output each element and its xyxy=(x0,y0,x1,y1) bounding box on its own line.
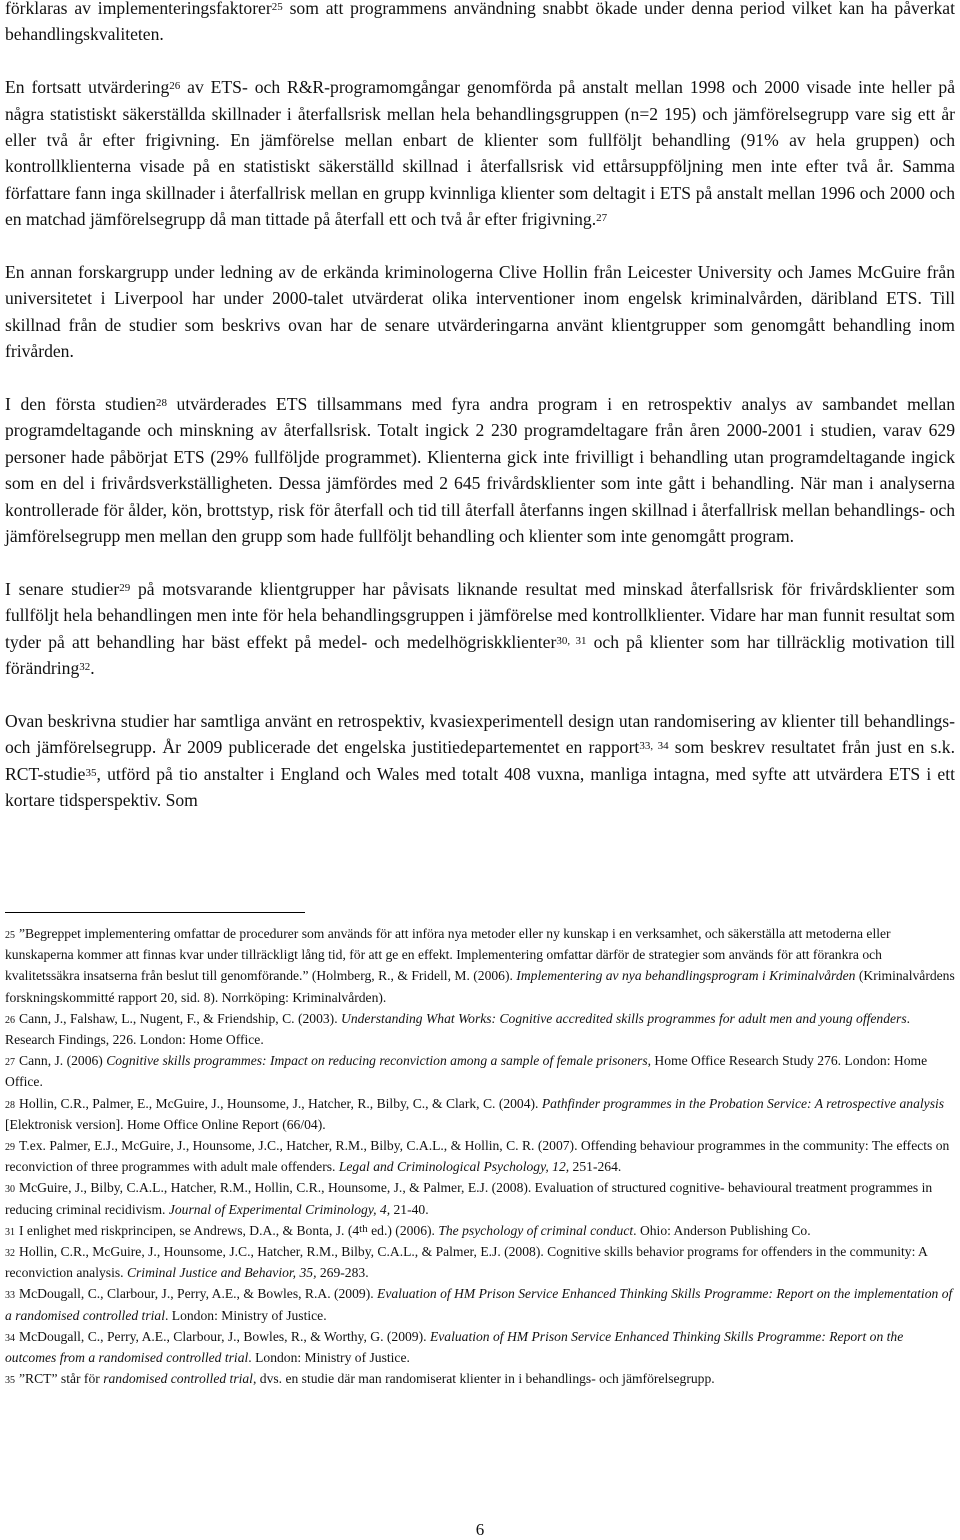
footnote xyxy=(5,1050,955,1092)
footnote-number: 29 xyxy=(5,1142,15,1154)
footnote-reference: th xyxy=(359,1222,368,1235)
footnote-number: 34 xyxy=(5,1332,15,1344)
text-run: som att programmens användning snabbt ökade under denna period vilket kan ha påverkat behandlingskvaliteten. xyxy=(5,0,955,45)
footnote xyxy=(5,1326,955,1368)
footnote-reference: 32 xyxy=(79,661,91,674)
text-run: . xyxy=(90,658,95,679)
text-run: McDougall, C., Perry, A.E., Clarbour, J., Bowles, R., & Worthy, G. (2009). xyxy=(19,1328,430,1344)
text-run: Cann, J. (2006) xyxy=(19,1053,107,1069)
footnotes-section xyxy=(5,912,955,1389)
italic-title: Evaluation of HM Prison Service Enhanced Thinking Skills Programme: Report on the outcomes from a randomised controlled trial xyxy=(5,1328,904,1366)
footnote-separator xyxy=(5,912,305,913)
text-run: förklaras av implementeringsfaktorer xyxy=(5,0,272,18)
body-text xyxy=(5,0,955,840)
italic-title: Implementering av nya behandlingsprogram i Kriminalvården xyxy=(516,968,856,984)
text-run: McGuire, J., Bilby, C.A.L., Hatcher, R.M., Hollin, C.R., Hounsome, J., & Palmer, E.J. (2008). Evaluation of structured cognitive- behavioural treatment programmes in reducing criminal recidivism. xyxy=(5,1180,933,1217)
text-run: och på klienter som har tillräcklig motivation till förändring xyxy=(5,631,956,679)
footnote-number: 26 xyxy=(5,1014,15,1026)
footnote-number: 27 xyxy=(5,1057,15,1069)
text-run: . Ohio: Anderson Publishing Co. xyxy=(633,1222,811,1238)
footnote-number: 31 xyxy=(5,1226,15,1238)
footnote-number: 33 xyxy=(5,1290,15,1302)
footnote-reference: 26 xyxy=(169,80,181,93)
footnote-number: 25 xyxy=(5,930,15,941)
body-paragraph xyxy=(5,74,955,232)
footnote-number: 32 xyxy=(5,1248,15,1260)
text-run: 21-40. xyxy=(390,1201,429,1217)
text-run: Hollin, C.R., Palmer, E., McGuire, J., Hounsome, J., Hatcher, R., Bilby, C., & Clark, C. (2004). xyxy=(19,1095,542,1111)
text-run: Cann, J., Falshaw, L., Nugent, F., & Friendship, C. (2003). xyxy=(19,1010,342,1026)
text-run: [Elektronisk version]. Home Office Online Report (66/04). xyxy=(5,1116,326,1132)
text-run: . London: Ministry of Justice. xyxy=(248,1350,410,1366)
text-run: T.ex. Palmer, E.J., McGuire, J., Hounsome, J.C., Hatcher, R.M., Bilby, C.A.L., & Hollin, C. R. (2007). Offending behaviour programmes in the community: The effects on reconviction of three programmes with adult male offenders. xyxy=(5,1138,950,1175)
text-run: som beskrev resultatet från just en s.k. RCT-studie xyxy=(5,737,955,784)
body-paragraph xyxy=(5,259,955,365)
footnote xyxy=(5,1135,955,1177)
italic-title: Journal of Experimental Criminology, 4, xyxy=(168,1201,391,1217)
text-run: En fortsatt utvärdering xyxy=(5,77,170,98)
italic-title: Evaluation of HM Prison Service Enhanced Thinking Skills Programme: Report on the implementation of a randomised controlled trial xyxy=(5,1286,953,1323)
italic-title: Cognitive skills programmes: Impact on reducing reconviction among a sample of female prisoners xyxy=(106,1053,648,1069)
footnote-reference: 27 xyxy=(596,212,608,225)
text-run: av ETS- och R&R-programomgångar genomförda på anstalt mellan 1998 och 2000 visade inte heller på några statistiskt säkerställda skillnader i återfallsrisk mellan hela behandlingsgruppen (n=2 195) och jämförelsegrupp vare sig ett år eller två år efter frigivning. En jämförelse mellan enbart de klienter som fullföljt behandling (91% av hela gruppen) och kontrollklienterna visade på en statistiskt säkerställd skillnad i återfallsrisk vid ettårsuppföljning men inte efter två år. Samma författare fann inga skillnader i återfallrisk mellan en grupp kvinnliga klienter som deltagit i ETS på anstalt mellan 1996 och 2000 och en matchad jämförelsegrupp då man tittade på återfall ett och två år efter frigivning. xyxy=(5,77,956,230)
italic-title: Legal and Criminological Psychology, 12, xyxy=(338,1159,570,1175)
footnote xyxy=(5,1220,955,1241)
text-run: , dvs. en studie där man randomiserat klienter in i behandlings- och jämförelsegrupp. xyxy=(252,1371,715,1387)
footnote-reference: 30, 31 xyxy=(556,634,587,647)
footnote xyxy=(5,1283,955,1325)
footnote-reference: 33, 34 xyxy=(639,740,669,753)
text-run: ed.) (2006). xyxy=(367,1222,439,1238)
text-run: ”Begreppet implementering omfattar de procedurer som används för att införa nya metoder eller ny kunskap i en verksamhet, och säkerställa att metoderna eller kunskaperna kommer att finnas kvar under tillräckligt lång tid, för att ge en effekt. Implementering omfattar därför de strategier som används för att förankra och kvalitetssäkra insatserna från beslut till genomförande.” (Holmberg, R., & Fridell, M. (2006). xyxy=(5,926,891,984)
footnote xyxy=(5,1177,955,1219)
body-paragraph xyxy=(5,576,955,682)
text-run: En annan forskargrupp under ledning av de erkända kriminologerna Clive Hollin från Leicester University och James McGuire från universitetet i Liverpool har under 2000-talet utvärderat olika interventioner inom engelsk kriminalvården, däribland ETS. Till skillnad från de studier som beskrivs ovan har de senare utvärderingarna använt klientgrupper som genomgått behandling inom frivården. xyxy=(5,262,955,362)
text-run: . London: Ministry of Justice. xyxy=(164,1307,327,1323)
footnote xyxy=(5,1093,955,1135)
body-paragraph xyxy=(5,0,955,48)
italic-title: randomised controlled trial xyxy=(103,1371,253,1387)
text-run: (Kriminalvårdens forskningskommitté rapport 20, sid. 8). Norrköping: Kriminalvården). xyxy=(5,968,955,1005)
footnote-reference: 25 xyxy=(271,1,283,13)
text-run: I senare studier xyxy=(5,578,120,599)
text-run: , utförd på tio anstalter i England och Wales med totalt 408 vuxna, manliga intagna, med syfte att utvärdera ETS i ett kortare tidsperspektiv. Som xyxy=(5,763,955,811)
text-run: på motsvarande klientgrupper har påvisats liknande resultat med minskad återfallsrisk för frivårdsklienter som fullföljt hela behandlingen men inte för hela behandlingsgruppen i jämförelse med kontrollklienter. Vidare har man funnit resultat som tyder på att behandling har bäst effekt på medel- och medelhögriskklienter xyxy=(5,578,955,652)
text-run: 269-283. xyxy=(316,1265,369,1281)
footnote xyxy=(5,1008,955,1050)
footnote xyxy=(5,923,955,1008)
italic-title: Pathfinder programmes in the Probation Service: A retrospective analysis xyxy=(541,1095,945,1111)
text-run: . Research Findings, 226. London: Home Office. xyxy=(5,1010,911,1048)
footnote-number: 35 xyxy=(5,1375,15,1387)
footnote-reference: 28 xyxy=(155,397,167,410)
text-run: I den första studien xyxy=(5,394,156,415)
text-run: , Home Office Research Study 276. London: Home Office. xyxy=(5,1053,928,1090)
footnote-number: 30 xyxy=(5,1184,15,1196)
text-run: 251-264. xyxy=(569,1159,622,1175)
footnote-number: 28 xyxy=(5,1099,15,1111)
body-paragraph xyxy=(5,708,955,814)
italic-title: Understanding What Works: Cognitive accredited skills programmes for adult men and young offenders xyxy=(341,1010,907,1026)
page-number: 6 xyxy=(475,1520,485,1539)
text-run: ”RCT” står för xyxy=(19,1371,104,1387)
text-run: utvärderades ETS tillsammans med fyra andra program i en retrospektiv analys av sambandet mellan programdeltagande och minskning av återfallsrisk. Totalt ingick 2 230 programdeltagare från åren 2000-2001 i studien, varav 629 personer hade påbörjat ETS (29% fullföljde programmet). Klienterna gick inte frivilligt i behandling utan programdeltagande ingick som en del i frivårdsverkställigheten. Dessa jämfördes med 2 645 frivårdsklienter som inte gått i behandling. När man i analyserna kontrollerade för ålder, kön, brottstyp, risk för återfall och tid till återfall återfanns ingen skillnad i återfallrisk mellan behandlings- och jämförelsegrupp men mellan den grupp som hade fullföljt behandling och klienter som inte genomgått program. xyxy=(5,394,956,547)
text-run: McDougall, C., Clarbour, J., Perry, A.E., & Bowles, R.A. (2009). xyxy=(19,1286,378,1302)
text-run: I enlighet med riskprincipen, se Andrews, D.A., & Bonta, J. (4 xyxy=(19,1222,360,1238)
footnote-reference: 29 xyxy=(119,581,131,594)
footnote-list xyxy=(5,923,955,1389)
body-paragraph xyxy=(5,391,955,549)
footnote xyxy=(5,1241,955,1283)
footnote xyxy=(5,1368,955,1389)
italic-title: Criminal Justice and Behavior, 35, xyxy=(126,1265,317,1281)
italic-title: The psychology of criminal conduct xyxy=(438,1222,634,1238)
text-run: Hollin, C.R., McGuire, J., Hounsome, J.C., Hatcher, R.M., Bilby, C.A.L., & Palmer, E.J. (2008). Cognitive skills behavior programs for offenders in the community: A reconviction analysis. xyxy=(5,1244,928,1281)
text-run: Ovan beskrivna studier har samtliga använt en retrospektiv, kvasiexperimentell design utan randomisering av klienter till behandlings- och jämförelsegrupp. År 2009 publicerade det engelska justitiedepartementet en rapport xyxy=(5,710,955,758)
footnote-reference: 35 xyxy=(85,766,97,779)
